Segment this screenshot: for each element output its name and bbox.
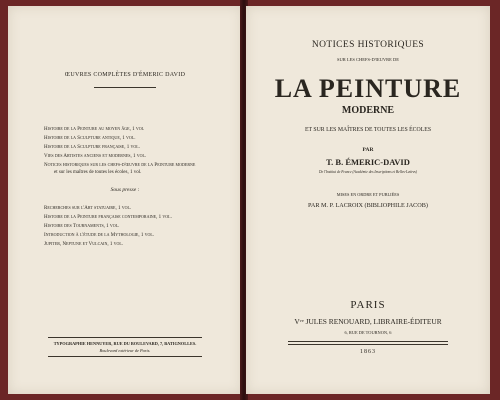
imprint-city: PARIS — [350, 299, 386, 311]
title-main: LA PEINTURE — [274, 74, 462, 103]
work-item-continued: et sur les maîtres de toutes les écoles, 1 vol. — [54, 170, 142, 175]
imprint-rule-top — [48, 337, 202, 338]
forthcoming-item: Histoire des Tournaments, 1 vol. — [44, 224, 120, 229]
publisher-address: 6, RUE DE TOURNON, 6 — [344, 330, 392, 335]
editor-name: PAR M. P. LACROIX (BIBLIOPHILE JACOB) — [308, 202, 428, 209]
forthcoming-item: Jupiter, Neptune et Vulcain, 1 vol. — [44, 242, 124, 247]
left-page — [8, 6, 242, 394]
publisher-name: Vᵛᵉ JULES RENOUARD, LIBRAIRE-ÉDITEUR — [294, 317, 442, 326]
author-name: T. B. ÉMERIC-DAVID — [326, 157, 410, 167]
printer-imprint: TYPOGRAPHIE HENNUYER, RUE DU BOULEVARD, 7, BATIGNOLLES. — [53, 341, 197, 346]
forthcoming-item: Recherches sur l'Art statuaire, 1 vol. — [44, 206, 132, 211]
title-small: SUR LES CHEFS-D'ŒUVRE DE — [337, 57, 399, 62]
forthcoming-item: Introduction à l'étude de la Mythologie, 1 vol. — [44, 233, 155, 238]
forthcoming-item: Histoire de la Peinture française contemporaine, 1 vol. — [44, 215, 172, 220]
forthcoming-heading: Sous presse : — [110, 187, 140, 193]
printer-imprint-address: Boulevard extérieur de Paris. — [99, 348, 151, 353]
heading-rule — [94, 87, 156, 88]
author-affiliation: De l'Institut de France (Académie des Inscriptions et Belles-Lettres) — [318, 170, 418, 174]
works-heading: ŒUVRES COMPLÈTES D'ÉMERIC DAVID — [64, 72, 186, 78]
work-item: Notices historiques sur les chefs-d'œuvre de la Peinture moderne — [44, 163, 196, 168]
imprint-rule-bottom — [48, 356, 202, 357]
work-item: Histoire de la Sculpture française, 1 vol. — [44, 145, 140, 150]
title-top: NOTICES HISTORIQUES — [311, 40, 425, 50]
right-page — [246, 6, 490, 394]
imprint-double-rule — [288, 341, 448, 345]
editor-intro: MISES EN ORDRE ET PUBLIÉES — [336, 192, 400, 197]
work-item: Vies des Artistes anciens et modernes, 1 vol. — [44, 154, 147, 159]
work-item: Histoire de la Sculpture antique, 1 vol. — [44, 136, 136, 141]
by-label: PAR — [362, 147, 374, 153]
title-tail: ET SUR LES MAÎTRES DE TOUTES LES ÉCOLES — [304, 127, 432, 133]
title-sub: MODERNE — [341, 105, 395, 116]
work-item: Histoire de la Peinture au moyen âge, 1 vol — [44, 127, 145, 132]
publication-year: 1863 — [360, 349, 376, 355]
